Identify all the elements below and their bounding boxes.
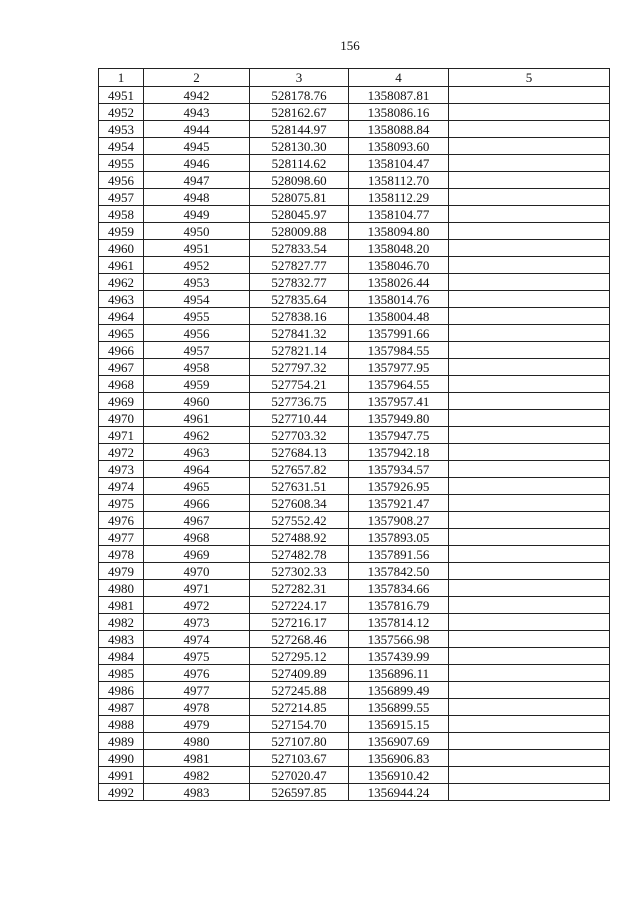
cell-note (449, 308, 610, 325)
cell-point-number: 4990 (99, 750, 144, 767)
cell-index: 4949 (144, 206, 250, 223)
cell-index: 4947 (144, 172, 250, 189)
cell-x-coordinate: 528098.60 (250, 172, 349, 189)
cell-y-coordinate: 1357934.57 (349, 461, 449, 478)
cell-index: 4968 (144, 529, 250, 546)
cell-y-coordinate: 1356910.42 (349, 767, 449, 784)
cell-note (449, 291, 610, 308)
cell-y-coordinate: 1357891.56 (349, 546, 449, 563)
table-row (99, 189, 610, 206)
cell-x-coordinate: 527302.33 (250, 563, 349, 580)
cell-x-coordinate: 527245.88 (250, 682, 349, 699)
cell-point-number: 4984 (99, 648, 144, 665)
cell-y-coordinate: 1358112.70 (349, 172, 449, 189)
cell-point-number: 4970 (99, 410, 144, 427)
cell-note (449, 206, 610, 223)
cell-y-coordinate: 1357949.80 (349, 410, 449, 427)
cell-index: 4954 (144, 291, 250, 308)
table-row (99, 529, 610, 546)
cell-index: 4981 (144, 750, 250, 767)
cell-x-coordinate: 527224.17 (250, 597, 349, 614)
table-row (99, 631, 610, 648)
cell-index: 4963 (144, 444, 250, 461)
table-row (99, 614, 610, 631)
cell-note (449, 155, 610, 172)
cell-point-number: 4965 (99, 325, 144, 342)
cell-x-coordinate: 527833.54 (250, 240, 349, 257)
cell-y-coordinate: 1357842.50 (349, 563, 449, 580)
cell-point-number: 4963 (99, 291, 144, 308)
cell-note (449, 495, 610, 512)
cell-y-coordinate: 1357947.75 (349, 427, 449, 444)
cell-note (449, 410, 610, 427)
table-row (99, 784, 610, 801)
cell-index: 4943 (144, 104, 250, 121)
table-row (99, 495, 610, 512)
cell-x-coordinate: 527608.34 (250, 495, 349, 512)
cell-index: 4966 (144, 495, 250, 512)
cell-index: 4942 (144, 87, 250, 104)
cell-point-number: 4976 (99, 512, 144, 529)
cell-x-coordinate: 527797.32 (250, 359, 349, 376)
cell-index: 4969 (144, 546, 250, 563)
table-row (99, 240, 610, 257)
cell-point-number: 4960 (99, 240, 144, 257)
cell-x-coordinate: 527703.32 (250, 427, 349, 444)
cell-note (449, 274, 610, 291)
cell-index: 4970 (144, 563, 250, 580)
cell-y-coordinate: 1358088.84 (349, 121, 449, 138)
cell-note (449, 478, 610, 495)
cell-index: 4946 (144, 155, 250, 172)
cell-x-coordinate: 528009.88 (250, 223, 349, 240)
cell-x-coordinate: 527821.14 (250, 342, 349, 359)
cell-point-number: 4979 (99, 563, 144, 580)
cell-point-number: 4991 (99, 767, 144, 784)
table-row (99, 87, 610, 104)
cell-point-number: 4962 (99, 274, 144, 291)
cell-note (449, 393, 610, 410)
cell-x-coordinate: 527282.31 (250, 580, 349, 597)
cell-index: 4959 (144, 376, 250, 393)
cell-y-coordinate: 1356907.69 (349, 733, 449, 750)
cell-point-number: 4956 (99, 172, 144, 189)
cell-note (449, 597, 610, 614)
cell-note (449, 648, 610, 665)
table-row (99, 546, 610, 563)
cell-y-coordinate: 1358014.76 (349, 291, 449, 308)
cell-note (449, 580, 610, 597)
cell-point-number: 4977 (99, 529, 144, 546)
table-row (99, 393, 610, 410)
cell-y-coordinate: 1358004.48 (349, 308, 449, 325)
cell-x-coordinate: 528162.67 (250, 104, 349, 121)
cell-index: 4945 (144, 138, 250, 155)
cell-y-coordinate: 1357984.55 (349, 342, 449, 359)
cell-index: 4958 (144, 359, 250, 376)
cell-y-coordinate: 1357566.98 (349, 631, 449, 648)
cell-point-number: 4954 (99, 138, 144, 155)
cell-x-coordinate: 528114.62 (250, 155, 349, 172)
cell-y-coordinate: 1358094.80 (349, 223, 449, 240)
table-row (99, 138, 610, 155)
cell-y-coordinate: 1357814.12 (349, 614, 449, 631)
cell-note (449, 325, 610, 342)
cell-x-coordinate: 527154.70 (250, 716, 349, 733)
cell-point-number: 4987 (99, 699, 144, 716)
cell-index: 4977 (144, 682, 250, 699)
cell-index: 4964 (144, 461, 250, 478)
cell-y-coordinate: 1357893.05 (349, 529, 449, 546)
cell-x-coordinate: 527838.16 (250, 308, 349, 325)
cell-point-number: 4959 (99, 223, 144, 240)
cell-point-number: 4951 (99, 87, 144, 104)
cell-point-number: 4958 (99, 206, 144, 223)
cell-note (449, 189, 610, 206)
cell-note (449, 444, 610, 461)
cell-index: 4955 (144, 308, 250, 325)
cell-x-coordinate: 527482.78 (250, 546, 349, 563)
table-row (99, 291, 610, 308)
cell-index: 4976 (144, 665, 250, 682)
cell-x-coordinate: 527835.64 (250, 291, 349, 308)
cell-x-coordinate: 527409.89 (250, 665, 349, 682)
cell-note (449, 614, 610, 631)
cell-y-coordinate: 1356899.49 (349, 682, 449, 699)
cell-y-coordinate: 1357964.55 (349, 376, 449, 393)
table-row (99, 155, 610, 172)
cell-index: 4956 (144, 325, 250, 342)
cell-note (449, 563, 610, 580)
cell-point-number: 4953 (99, 121, 144, 138)
table-row (99, 223, 610, 240)
table-row (99, 580, 610, 597)
cell-point-number: 4980 (99, 580, 144, 597)
table-row (99, 308, 610, 325)
table-row (99, 121, 610, 138)
cell-y-coordinate: 1357957.41 (349, 393, 449, 410)
cell-y-coordinate: 1358093.60 (349, 138, 449, 155)
cell-note (449, 257, 610, 274)
cell-y-coordinate: 1357908.27 (349, 512, 449, 529)
cell-index: 4972 (144, 597, 250, 614)
table-row (99, 274, 610, 291)
table-row (99, 699, 610, 716)
cell-point-number: 4955 (99, 155, 144, 172)
cell-note (449, 750, 610, 767)
cell-point-number: 4973 (99, 461, 144, 478)
cell-index: 4975 (144, 648, 250, 665)
cell-x-coordinate: 528045.97 (250, 206, 349, 223)
cell-note (449, 121, 610, 138)
cell-point-number: 4966 (99, 342, 144, 359)
cell-x-coordinate: 527754.21 (250, 376, 349, 393)
table-row (99, 427, 610, 444)
cell-y-coordinate: 1358104.77 (349, 206, 449, 223)
cell-y-coordinate: 1356899.55 (349, 699, 449, 716)
table-row (99, 257, 610, 274)
cell-note (449, 240, 610, 257)
cell-point-number: 4978 (99, 546, 144, 563)
cell-index: 4980 (144, 733, 250, 750)
cell-note (449, 767, 610, 784)
table-row (99, 359, 610, 376)
cell-y-coordinate: 1357977.95 (349, 359, 449, 376)
cell-index: 4965 (144, 478, 250, 495)
cell-y-coordinate: 1356896.11 (349, 665, 449, 682)
cell-point-number: 4983 (99, 631, 144, 648)
cell-index: 4983 (144, 784, 250, 801)
table-row (99, 512, 610, 529)
cell-note (449, 359, 610, 376)
cell-point-number: 4992 (99, 784, 144, 801)
cell-index: 4944 (144, 121, 250, 138)
cell-y-coordinate: 1357816.79 (349, 597, 449, 614)
cell-x-coordinate: 527552.42 (250, 512, 349, 529)
cell-x-coordinate: 527216.17 (250, 614, 349, 631)
cell-index: 4957 (144, 342, 250, 359)
cell-note (449, 512, 610, 529)
table-row (99, 750, 610, 767)
cell-note (449, 461, 610, 478)
cell-index: 4950 (144, 223, 250, 240)
cell-x-coordinate: 527736.75 (250, 393, 349, 410)
cell-note (449, 546, 610, 563)
cell-index: 4978 (144, 699, 250, 716)
table-row (99, 733, 610, 750)
table-row (99, 206, 610, 223)
table-row (99, 461, 610, 478)
cell-index: 4953 (144, 274, 250, 291)
cell-x-coordinate: 527268.46 (250, 631, 349, 648)
cell-x-coordinate: 526597.85 (250, 784, 349, 801)
cell-x-coordinate: 527631.51 (250, 478, 349, 495)
cell-point-number: 4968 (99, 376, 144, 393)
cell-y-coordinate: 1357926.95 (349, 478, 449, 495)
cell-index: 4948 (144, 189, 250, 206)
cell-note (449, 172, 610, 189)
cell-x-coordinate: 527107.80 (250, 733, 349, 750)
cell-note (449, 223, 610, 240)
cell-y-coordinate: 1358086.16 (349, 104, 449, 121)
table-row (99, 172, 610, 189)
cell-note (449, 784, 610, 801)
cell-point-number: 4961 (99, 257, 144, 274)
cell-x-coordinate: 528075.81 (250, 189, 349, 206)
cell-note (449, 733, 610, 750)
cell-point-number: 4988 (99, 716, 144, 733)
cell-y-coordinate: 1357991.66 (349, 325, 449, 342)
cell-index: 4979 (144, 716, 250, 733)
cell-x-coordinate: 527214.85 (250, 699, 349, 716)
cell-index: 4982 (144, 767, 250, 784)
column-header-2: 2 (144, 69, 250, 87)
table-row (99, 376, 610, 393)
table-row (99, 716, 610, 733)
table-row (99, 648, 610, 665)
cell-y-coordinate: 1358048.20 (349, 240, 449, 257)
cell-x-coordinate: 527841.32 (250, 325, 349, 342)
cell-y-coordinate: 1356944.24 (349, 784, 449, 801)
column-header-5: 5 (449, 69, 610, 87)
cell-note (449, 376, 610, 393)
cell-index: 4967 (144, 512, 250, 529)
cell-note (449, 87, 610, 104)
cell-x-coordinate: 527832.77 (250, 274, 349, 291)
cell-x-coordinate: 527684.13 (250, 444, 349, 461)
cell-index: 4951 (144, 240, 250, 257)
cell-point-number: 4982 (99, 614, 144, 631)
table-row (99, 478, 610, 495)
cell-point-number: 4957 (99, 189, 144, 206)
cell-y-coordinate: 1357834.66 (349, 580, 449, 597)
column-header-4: 4 (349, 69, 449, 87)
cell-note (449, 104, 610, 121)
column-header-3: 3 (250, 69, 349, 87)
cell-y-coordinate: 1358112.29 (349, 189, 449, 206)
cell-point-number: 4989 (99, 733, 144, 750)
cell-index: 4952 (144, 257, 250, 274)
cell-point-number: 4985 (99, 665, 144, 682)
table-header-row (99, 69, 610, 87)
cell-x-coordinate: 528130.30 (250, 138, 349, 155)
table-row (99, 104, 610, 121)
cell-point-number: 4969 (99, 393, 144, 410)
table-row (99, 444, 610, 461)
cell-x-coordinate: 527710.44 (250, 410, 349, 427)
cell-x-coordinate: 527103.67 (250, 750, 349, 767)
table-row (99, 342, 610, 359)
cell-y-coordinate: 1356915.15 (349, 716, 449, 733)
cell-note (449, 138, 610, 155)
table-row (99, 597, 610, 614)
cell-point-number: 4952 (99, 104, 144, 121)
cell-note (449, 342, 610, 359)
cell-index: 4961 (144, 410, 250, 427)
cell-point-number: 4972 (99, 444, 144, 461)
cell-index: 4960 (144, 393, 250, 410)
table-row (99, 767, 610, 784)
cell-point-number: 4967 (99, 359, 144, 376)
cell-point-number: 4975 (99, 495, 144, 512)
table-row (99, 563, 610, 580)
cell-x-coordinate: 527020.47 (250, 767, 349, 784)
cell-x-coordinate: 527488.92 (250, 529, 349, 546)
cell-y-coordinate: 1356906.83 (349, 750, 449, 767)
cell-index: 4971 (144, 580, 250, 597)
table-row (99, 665, 610, 682)
cell-note (449, 631, 610, 648)
cell-y-coordinate: 1357921.47 (349, 495, 449, 512)
cell-index: 4973 (144, 614, 250, 631)
cell-point-number: 4986 (99, 682, 144, 699)
table-row (99, 682, 610, 699)
cell-x-coordinate: 527827.77 (250, 257, 349, 274)
cell-point-number: 4964 (99, 308, 144, 325)
cell-x-coordinate: 527657.82 (250, 461, 349, 478)
table-row (99, 325, 610, 342)
table-body (99, 87, 610, 801)
cell-point-number: 4981 (99, 597, 144, 614)
cell-y-coordinate: 1357439.99 (349, 648, 449, 665)
cell-point-number: 4974 (99, 478, 144, 495)
cell-y-coordinate: 1358046.70 (349, 257, 449, 274)
cell-index: 4962 (144, 427, 250, 444)
column-header-1: 1 (99, 69, 144, 87)
cell-index: 4974 (144, 631, 250, 648)
cell-y-coordinate: 1358087.81 (349, 87, 449, 104)
cell-note (449, 699, 610, 716)
page-number: 156 (340, 38, 360, 53)
cell-note (449, 682, 610, 699)
cell-y-coordinate: 1357942.18 (349, 444, 449, 461)
cell-note (449, 529, 610, 546)
cell-note (449, 716, 610, 733)
table-row (99, 410, 610, 427)
cell-note (449, 665, 610, 682)
coordinates-table (98, 68, 610, 801)
cell-y-coordinate: 1358026.44 (349, 274, 449, 291)
cell-y-coordinate: 1358104.47 (349, 155, 449, 172)
cell-x-coordinate: 527295.12 (250, 648, 349, 665)
cell-note (449, 427, 610, 444)
cell-x-coordinate: 528178.76 (250, 87, 349, 104)
cell-point-number: 4971 (99, 427, 144, 444)
cell-x-coordinate: 528144.97 (250, 121, 349, 138)
